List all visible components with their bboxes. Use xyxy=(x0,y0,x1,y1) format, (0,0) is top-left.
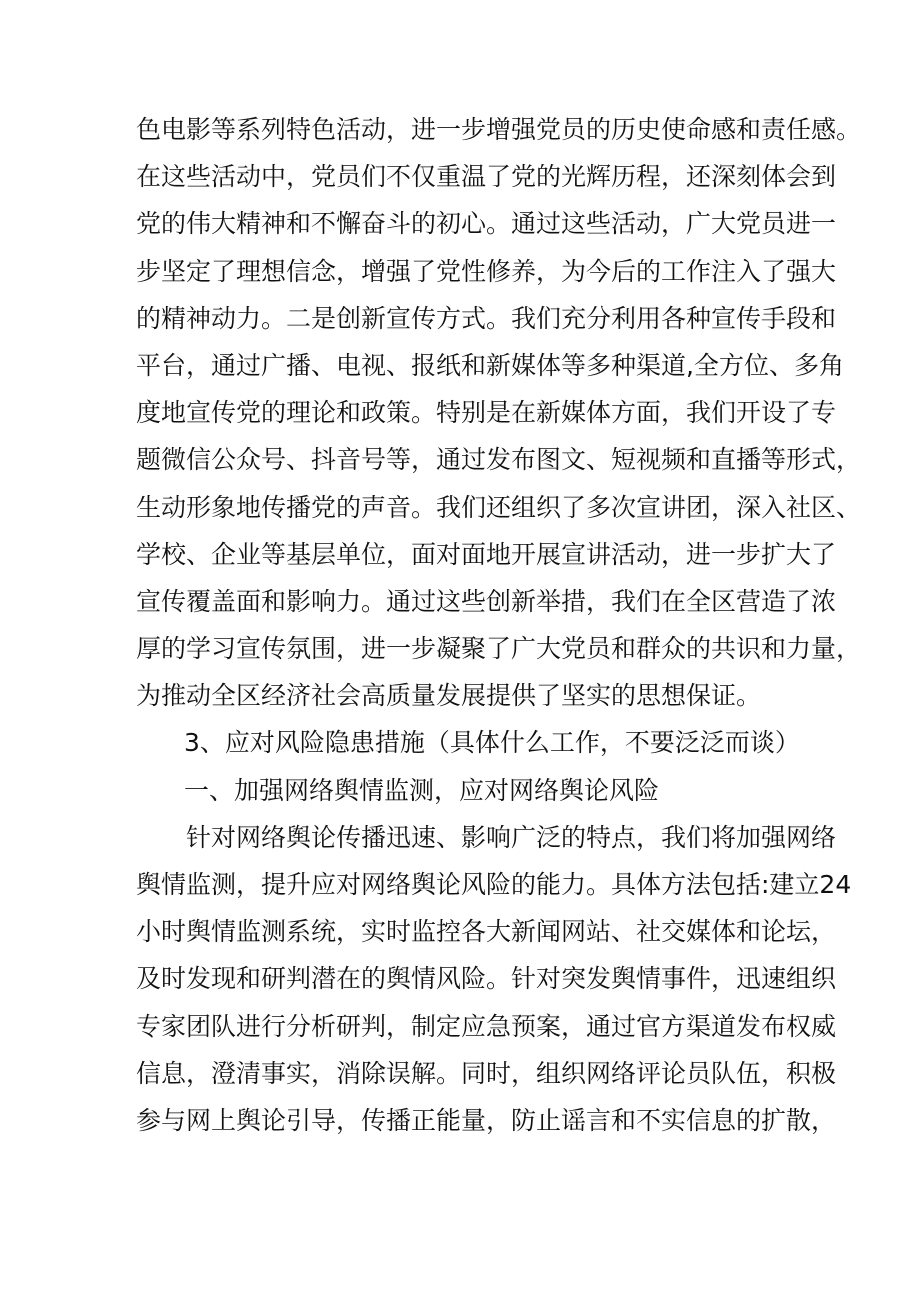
body-line: 的精神动力。二是创新宣传方式。我们充分利用各种宣传手段和 xyxy=(136,303,837,333)
body-line: 平台，通过广播、电视、报纸和新媒体等多种渠道,全方位、多角 xyxy=(136,350,844,380)
body-line: 学校、企业等基层单位，面对面地开展宣讲活动，进一步扩大了 xyxy=(136,539,837,569)
body-line: 及时发现和研判潜在的舆情风险。针对突发舆情事件，迅速组织 xyxy=(136,964,837,994)
body-line: 题微信公众号、抖音号等，通过发布图文、短视频和直播等形式， xyxy=(136,445,862,475)
body-line: 生动形象地传播党的声音。我们还组织了多次宣讲团，深入社区、 xyxy=(136,492,862,522)
body-line: 舆情监测，提升应对网络舆论风险的能力。具体方法包括:建立24 xyxy=(136,870,852,899)
subsection-heading: 一、加强网络舆情监测，应对网络舆论风险 xyxy=(184,775,660,805)
document-body xyxy=(136,106,862,1144)
body-line: 步坚定了理想信念，增强了党性修养，为今后的工作注入了强大 xyxy=(136,256,837,286)
body-line: 为推动全区经济社会高质量发展提供了坚实的思想保证。 xyxy=(136,681,762,711)
body-line: 参与网上舆论引导，传播正能量，防止谣言和不实信息的扩散， xyxy=(136,1105,837,1135)
body-line: 宣传覆盖面和影响力。通过这些创新举措，我们在全区营造了浓 xyxy=(136,586,837,616)
body-line: 信息，澄清事实，消除误解。同时，组织网络评论员队伍，积极 xyxy=(136,1058,837,1088)
body-line: 党的伟大精神和不懈奋斗的初心。通过这些活动，广大党员进一 xyxy=(136,209,837,239)
section-heading: 3、应对风险隐患措施（具体什么工作，不要泛泛而谈） xyxy=(184,728,800,758)
body-line: 专家团队进行分析研判，制定应急预案，通过官方渠道发布权威 xyxy=(136,1011,837,1041)
body-line: 度地宣传党的理论和政策。特别是在新媒体方面，我们开设了专 xyxy=(136,398,837,428)
body-line: 小时舆情监测系统，实时监控各大新闻网站、社交媒体和论坛， xyxy=(136,917,837,947)
paragraph-first-line: 针对网络舆论传播迅速、影响广泛的特点，我们将加强网络 xyxy=(186,822,837,852)
body-line: 在这些活动中，党员们不仅重温了党的光辉历程，还深刻体会到 xyxy=(136,162,837,192)
body-line: 厚的学习宣传氛围，进一步凝聚了广大党员和群众的共识和力量， xyxy=(136,634,862,664)
body-line: 色电影等系列特色活动，进一步增强党员的历史使命感和责任感。 xyxy=(136,115,862,144)
